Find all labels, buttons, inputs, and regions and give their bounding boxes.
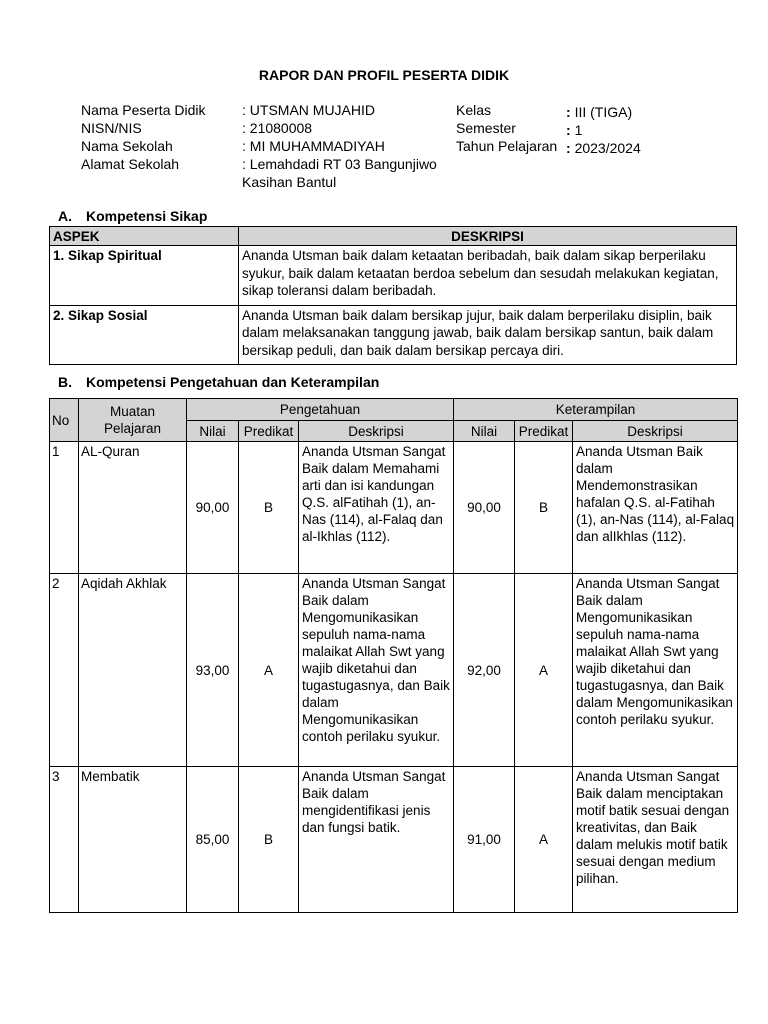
p-deskripsi-cell: Ananda Utsman Sangat Baik dalam Memahami arti dan isi kandungan Q.S. alFatihah (1), an-Nas (114), al-Falaq dan al-Ikhlas (112). — [299, 442, 454, 574]
sekolah-value: : MI MUHAMMADIYAH — [242, 138, 385, 154]
header-p-deskripsi: Deskripsi — [299, 421, 454, 442]
kelas-colon: : — [566, 104, 571, 120]
nama-value: : UTSMAN MUJAHID — [242, 102, 375, 118]
nisn-label: NISN/NIS — [81, 120, 142, 136]
mapel-cell: Membatik — [79, 767, 187, 913]
mapel-cell: AL-Quran — [79, 442, 187, 574]
nilai-table — [49, 398, 738, 913]
deskripsi-cell: Ananda Utsman baik dalam bersikap jujur, baik dalam berperilaku disiplin, baik dalam melaksanakan tanggung jawab, baik dalam bersikap santun, baik dalam bersikap peduli, dan baik dalam bersikap percaya diri. — [239, 305, 737, 365]
header-no: No — [50, 399, 79, 442]
section-b-letter: B. — [58, 374, 72, 390]
semester-colon: : — [566, 122, 571, 138]
semester-label: Semester — [456, 120, 516, 136]
header-p-nilai: Nilai — [187, 421, 239, 442]
alamat-label: Alamat Sekolah — [81, 156, 180, 172]
kelas-label: Kelas — [456, 102, 492, 118]
alamat-value-cont: Kasihan Bantul — [242, 174, 337, 190]
p-nilai-cell: 85,00 — [187, 767, 239, 913]
tahun-colon: : — [566, 140, 571, 156]
tahun-value: 2023/2024 — [574, 140, 641, 156]
tahun-label: Tahun Pelajaran — [456, 138, 558, 154]
semester-value: 1 — [574, 122, 583, 138]
no-cell: 1 — [50, 442, 79, 574]
nama-label: Nama Peserta Didik — [81, 102, 206, 118]
mapel-cell: Aqidah Akhlak — [79, 574, 187, 767]
k-predikat-cell: B — [515, 442, 573, 574]
header-k-predikat: Predikat — [515, 421, 573, 442]
header-aspek: ASPEK — [50, 227, 239, 246]
p-nilai-cell: 93,00 — [187, 574, 239, 767]
aspek-cell: 1. Sikap Spiritual — [50, 246, 239, 306]
table-row — [50, 767, 738, 913]
nisn-value: : 21080008 — [242, 120, 313, 136]
aspek-cell: 2. Sikap Sosial — [50, 305, 239, 365]
kelas-value: III (TIGA) — [574, 104, 633, 120]
deskripsi-cell: Ananda Utsman baik dalam ketaatan beribadah, baik dalam sikap berperilaku syukur, baik dalam ketaatan berdoa sebelum dan sesudah melakukan kegiatan, sikap toleransi dalam beribadah. — [239, 246, 737, 306]
header-row-top — [50, 399, 738, 421]
section-b-heading — [58, 374, 379, 390]
table-row — [50, 305, 737, 365]
sekolah-label: Nama Sekolah — [81, 138, 173, 154]
section-a-letter: A. — [58, 208, 72, 224]
header-p-predikat: Predikat — [239, 421, 299, 442]
k-nilai-cell: 92,00 — [454, 574, 515, 767]
table-row — [50, 246, 737, 306]
p-predikat-cell: B — [239, 442, 299, 574]
class-info-values — [566, 103, 641, 157]
k-deskripsi-cell: Ananda Utsman Baik dalam Mendemonstrasikan hafalan Q.S. al-Fatihah (1), an-Nas (114), al-Falaq dan alIkhlas (112). — [573, 442, 738, 574]
header-k-deskripsi: Deskripsi — [573, 421, 738, 442]
report-title: RAPOR DAN PROFIL PESERTA DIDIK — [258, 67, 510, 83]
sikap-header-row — [50, 227, 737, 246]
student-info-values — [242, 101, 437, 191]
k-predikat-cell: A — [515, 574, 573, 767]
no-cell: 3 — [50, 767, 79, 913]
section-a-heading — [58, 208, 207, 224]
header-deskripsi: DESKRIPSI — [239, 227, 737, 246]
alamat-value: : Lemahdadi RT 03 Bangunjiwo — [242, 156, 437, 172]
k-deskripsi-cell: Ananda Utsman Sangat Baik dalam Mengomunikasikan sepuluh nama-nama malaikat Allah Swt yang wajib diketahui dan tugastugasnya, dan Baik dalam Mengomunikasikan contoh perilaku syukur. — [573, 574, 738, 767]
p-deskripsi-cell: Ananda Utsman Sangat Baik dalam mengidentifikasi jenis dan fungsi batik. — [299, 767, 454, 913]
k-nilai-cell: 91,00 — [454, 767, 515, 913]
k-nilai-cell: 90,00 — [454, 442, 515, 574]
class-info-labels — [456, 101, 557, 155]
section-b-title: Kompetensi Pengetahuan dan Keterampilan — [86, 374, 380, 390]
student-info-labels — [81, 101, 206, 173]
section-a-title: Kompetensi Sikap — [86, 208, 208, 224]
k-predikat-cell: A — [515, 767, 573, 913]
sikap-table — [49, 226, 737, 365]
p-predikat-cell: B — [239, 767, 299, 913]
no-cell: 2 — [50, 574, 79, 767]
header-keterampilan: Keterampilan — [454, 399, 738, 421]
p-predikat-cell: A — [239, 574, 299, 767]
header-muatan: Muatan Pelajaran — [79, 399, 187, 442]
k-deskripsi-cell: Ananda Utsman Sangat Baik dalam menciptakan motif batik sesuai dengan kreativitas, dan Baik dalam melukis motif batik sesuai dengan medium pilihan. — [573, 767, 738, 913]
header-pengetahuan: Pengetahuan — [187, 399, 454, 421]
table-row — [50, 574, 738, 767]
header-k-nilai: Nilai — [454, 421, 515, 442]
p-deskripsi-cell: Ananda Utsman Sangat Baik dalam Mengomunikasikan sepuluh nama-nama malaikat Allah Swt yang wajib diketahui dan tugastugasnya, dan Baik dalam Mengomunikasikan contoh perilaku syukur. — [299, 574, 454, 767]
table-row — [50, 442, 738, 574]
p-nilai-cell: 90,00 — [187, 442, 239, 574]
